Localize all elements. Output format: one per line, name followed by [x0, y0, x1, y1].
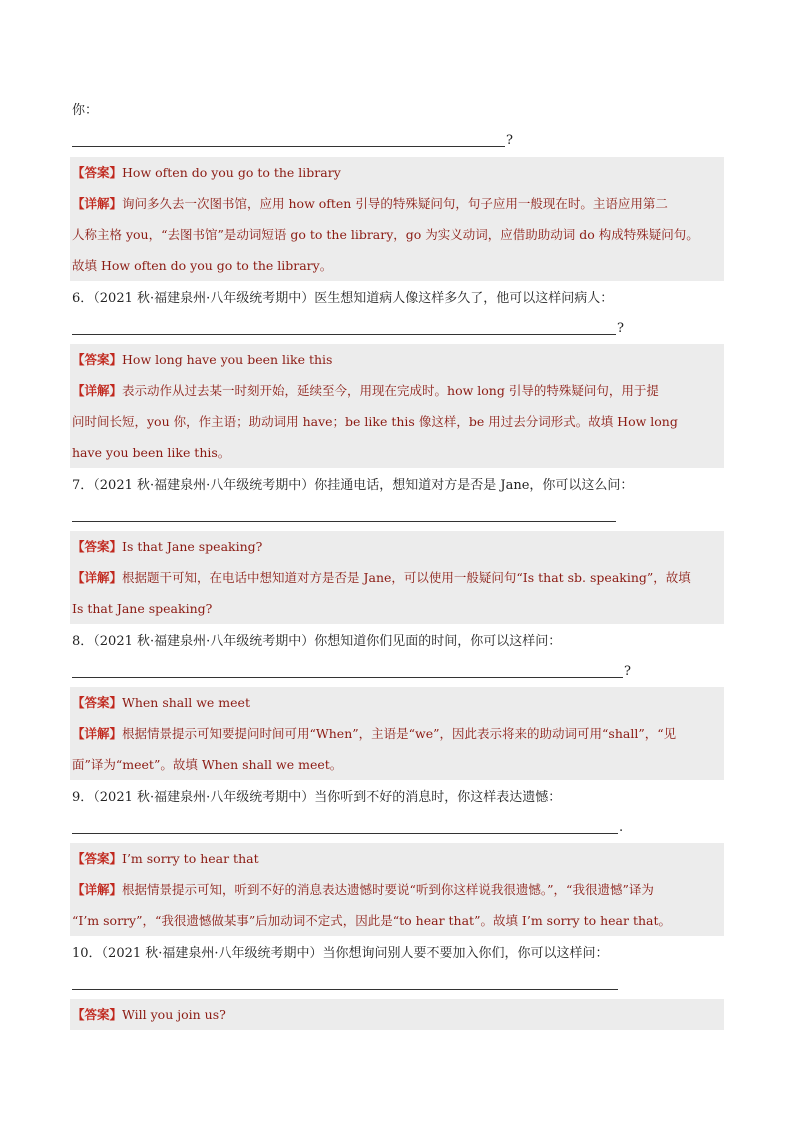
detail-tag: 【详解】: [72, 196, 123, 211]
answer-row: [72, 999, 722, 1030]
detail-row: [72, 749, 722, 780]
blank-punctuation: ?: [506, 133, 513, 148]
detail-text: 根据情景提示可知，听到不好的消息表达遗憾时要说“听到你这样说我很遗憾。”，“我很遗憾”译为: [122, 882, 654, 897]
question-text: 8．（2021 秋·福建泉州·八年级统考期中）你想知道你们见面的时间，你可以这样问：: [72, 634, 562, 649]
answer-tag: 【答案】: [72, 165, 123, 180]
answer-text: Will you join us?: [122, 1007, 226, 1022]
answer-row: [72, 157, 722, 188]
detail-row: [72, 406, 722, 437]
detail-row: [72, 375, 722, 406]
answer-blank: [72, 664, 642, 680]
detail-text: 询问多久去一次图书馆，应用 how often 引导的特殊疑问句，句子应用一般现在时。主语应用第二: [122, 196, 668, 211]
answer-box: [70, 843, 724, 936]
detail-text: “I’m sorry”，“我很遗憾做某事”后加动词不定式，因此是“to hear that”。故填 I’m sorry to hear that。: [72, 913, 672, 928]
answer-tag: 【答案】: [72, 352, 123, 367]
detail-row: [72, 874, 722, 905]
blank-line: [72, 833, 618, 834]
detail-row: [72, 905, 722, 936]
detail-text: have you been like this。: [72, 445, 231, 460]
detail-row: [72, 593, 722, 624]
answer-row: [72, 687, 722, 718]
question-text: 6．（2021 秋·福建泉州·八年级统考期中）医生想知道病人像这样多久了，他可以这样问病人：: [72, 291, 614, 306]
answer-box: [70, 157, 724, 281]
detail-text: 表示动作从过去某一时刻开始，延续至今，用现在完成时。how long 引导的特殊疑问句，用于提: [122, 383, 659, 398]
blank-line: [72, 334, 616, 335]
answer-box: [70, 999, 724, 1030]
detail-tag: 【详解】: [72, 383, 123, 398]
detail-row: [72, 437, 722, 468]
answer-tag: 【答案】: [72, 695, 123, 710]
answer-text: How long have you been like this: [122, 352, 333, 367]
detail-text: 根据情景提示可知要提问时间可用“When”，主语是“we”，因此表示将来的助动词可用“shall”，“见: [122, 726, 677, 741]
answer-row: [72, 344, 722, 375]
detail-text: 人称主格 you，“去图书馆”是动词短语 go to the library，go 为实义动词，应借助助动词 do 构成特殊疑问句。: [72, 227, 699, 242]
answer-text: Is that Jane speaking?: [122, 539, 263, 554]
answer-blank: [72, 820, 632, 836]
answer-tag: 【答案】: [72, 851, 123, 866]
detail-row: [72, 250, 722, 281]
answer-blank: [72, 976, 632, 992]
detail-text: Is that Jane speaking?: [72, 601, 213, 616]
answer-tag: 【答案】: [72, 539, 123, 554]
blank-line: [72, 146, 505, 147]
question-text: 9．（2021 秋·福建泉州·八年级统考期中）当你听到不好的消息时，你这样表达遗憾：: [72, 790, 562, 805]
blank-punctuation: ?: [617, 321, 624, 336]
detail-text: 根据题干可知，在电话中想知道对方是否是 Jane，可以使用一般疑问句“Is that sb. speaking”，故填: [122, 570, 691, 585]
answer-text: When shall we meet: [122, 695, 250, 710]
answer-box: [70, 344, 724, 468]
detail-tag: 【详解】: [72, 570, 123, 585]
blank-line: [72, 677, 623, 678]
detail-row: [72, 718, 722, 749]
answer-blank: [72, 508, 632, 524]
detail-text: 面”译为“meet”。故填 When shall we meet。: [72, 757, 343, 772]
detail-tag: 【详解】: [72, 882, 123, 897]
answer-tag: 【答案】: [72, 1007, 123, 1022]
detail-row: [72, 188, 722, 219]
answer-blank: [72, 133, 522, 149]
blank-punctuation: ?: [624, 664, 631, 679]
blank-punctuation: .: [619, 820, 624, 835]
blank-line: [72, 521, 616, 522]
answer-blank: [72, 321, 632, 337]
detail-row: [72, 219, 722, 250]
answer-box: [70, 531, 724, 624]
detail-tag: 【详解】: [72, 726, 123, 741]
answer-box: [70, 687, 724, 780]
detail-text: 故填 How often do you go to the library。: [72, 258, 333, 273]
question-text: 7．（2021 秋·福建泉州·八年级统考期中）你挂通电话，想知道对方是否是 Jane，你可以这么问：: [72, 478, 634, 493]
detail-text: 问时间长短，you 你，作主语；助动词用 have；be like this 像这样，be 用过去分词形式。故填 How long: [72, 414, 678, 429]
question-text: 你：: [72, 103, 99, 118]
question-text: 10．（2021 秋·福建泉州·八年级统考期中）当你想询问别人要不要加入你们，你可以这样问：: [72, 946, 609, 961]
detail-row: [72, 562, 722, 593]
answer-text: I’m sorry to hear that: [122, 851, 259, 866]
answer-text: How often do you go to the library: [122, 165, 341, 180]
answer-row: [72, 843, 722, 874]
blank-line: [72, 989, 618, 990]
answer-row: [72, 531, 722, 562]
